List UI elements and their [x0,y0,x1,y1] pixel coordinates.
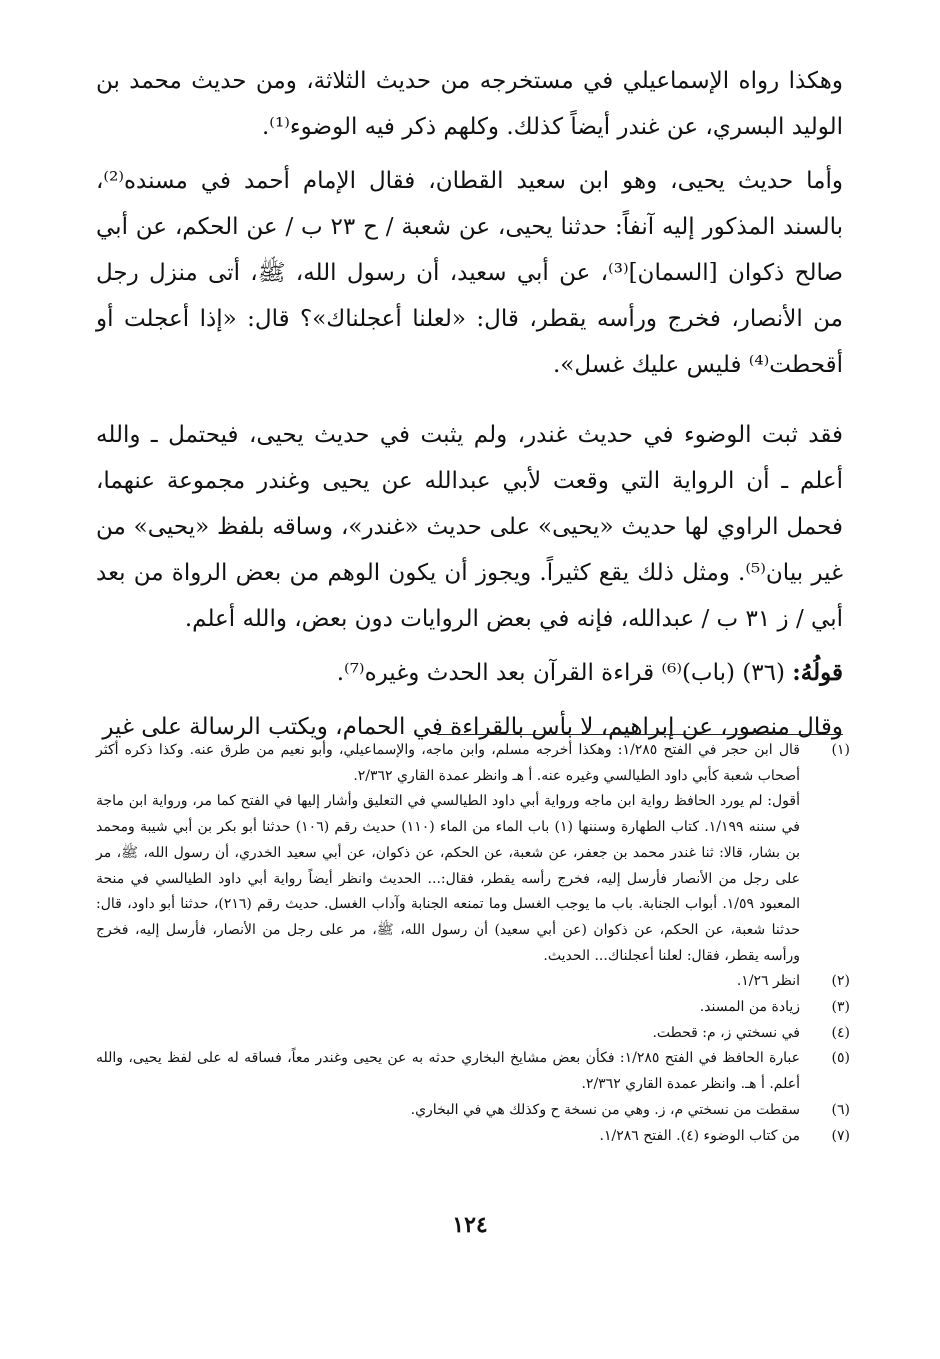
footnote [96,969,850,995]
footnote-number: (٣) [831,999,850,1016]
footnote [96,1098,850,1124]
footnote-text: من كتاب الوضوء (٤). الفتح ١/٢٨٦. [599,1127,800,1144]
main-text [96,58,843,750]
footnotes [96,738,850,1149]
footnote-number: (٤) [831,1024,850,1041]
footnote-text: زيادة من المسند. [699,999,800,1016]
footnote-text: انظر ١/٢٦. [736,973,800,990]
footnote-text: قال ابن حجر في الفتح ١/٢٨٥: وهكذا أخرجه مسلم، وابن ماجه، والإسماعيلي، وأبو نعيم من طرق عنه. وكذا ذكره أكثر أصحاب شعبة كأبي داود الطيالسي وغيره عنه. أ هـ وانظر عمدة القاري ٢/٣٦٢. [96,742,800,784]
footnote-number: (٧) [831,1127,850,1144]
heading-label: قولُهُ: [792,659,843,686]
paragraph: وأما حديث يحيى، وهو ابن سعيد القطان، فقال الإمام أحمد في مسنده⁽²⁾، بالسند المذكور إليه آنفاً: حدثنا يحيى، عن شعبة / ح ٢٣ ب / عن الحكم، عن أبي صالح ذكوان [السمان]⁽³⁾، عن أبي سعيد، أن رسول الله، ﷺ، أتى منزل رجل من الأنصار، فخرج ورأسه يقطر، قال: «لعلنا أعجلناك»؟ قال: «إذا أعجلت أو أقحطت⁽⁴⁾ فليس عليك غسل». [96,168,843,378]
paragraph: فقد ثبت الوضوء في حديث غندر، ولم يثبت في حديث يحيى، فيحتمل ـ والله أعلم ـ أن الرواية التي وقعت لأبي عبدالله عن يحيى وغندر مجموعة عنهما، فحمل الراوي لها حديث «يحيى» على حديث «غندر»، وساقه بلفظ «يحيى» من غير بيان⁽⁵⁾. ومثل ذلك يقع كثيراً. ويجوز أن يكون الوهم من بعض الرواة من بعد أبي / ز ٣١ ب / عبدالله، فإنه في بعض الروايات دون بعض، والله أعلم. [96,422,843,632]
footnote-text: سقطت من نسختي م، ز. وهي من نسخة ح وكذلك هي في البخاري. [410,1101,800,1118]
footnote [96,995,850,1021]
footnote-text: عبارة الحافظ في الفتح ١/٢٨٥: فكأن بعض مشايخ البخاري حدثه به عن يحيى وغندر معاً، فساقه له على لفظ يحيى، والله أعلم. أ هـ. وانظر عمدة القاري ٢/٣٦٢. [96,1050,800,1093]
footnote-number: (١) [831,742,850,758]
footnote [96,1046,850,1097]
footnote-text: أقول: لم يورد الحافظ رواية ابن ماجه ورواية أبي داود الطيالسي في التعليق وأشار إليها في الفتح كما مر، ورواية ابن ماجة في سننه ١/١٩٩. كتاب الطهارة وسننها (١) باب الماء من الماء (١١٠) حديث رقم (١٠٦) حدثنا أبو بكر بن أبي شيبة ومحمد بن بشار، قالا: ثنا غندر محمد بن جعفر، عن شعبة، عن الحكم، عن ذكوان، عن أبي سعيد الخدري، أن رسول الله، ﷺ، مر على رجل من الأنصار فأرسل إليه، فخرج رأسه يقطر، فقال:... الحديث وانظر أيضاً رواية أبي داود الطيالسي في منحة المعبود ١/٥٩. أبواب الجنابة. باب ما يوجب الغسل وما تمنعه الجنابة وآداب الغسل. حديث رقم (٢١٦)، حدثنا أبو داود، قال: حدثنا شعبة، عن الحكم، عن ذكوان (عن أبي سعيد) أن رسول الله، ﷺ، مر على رجل من الأنصار، فأرسل إليه، فخرج ورأسه يقطر، فقال: لعلنا أعجلناك... الحديث. [96,793,800,964]
chapter-heading [96,650,843,696]
footnote [96,1021,850,1047]
footnote [96,1124,850,1150]
heading-text: (٣٦) (باب)⁽⁶⁾ قراءة القرآن بعد الحدث وغيره⁽⁷⁾. [336,660,785,686]
paragraph: وهكذا رواه الإسماعيلي في مستخرجه من حديث الثلاثة، ومن حديث محمد بن الوليد البسري، عن غندر أيضاً كذلك. وكلهم ذكر فيه الوضوء⁽¹⁾. [96,68,843,140]
footnote-number: (٦) [831,1101,850,1118]
footnote [96,738,850,969]
footnote-separator [437,734,843,735]
page-number: ١٢٤ [452,1212,488,1238]
footnote-number: (٢) [831,973,850,990]
footnote-number: (٥) [831,1050,850,1067]
paragraph: وقال منصور، عن إبراهيم، لا بأس بالقراءة في الحمام، ويكتب الرسالة على غير [102,714,843,740]
footnote-text: في نسختي ز، م: قحطت. [652,1024,800,1041]
